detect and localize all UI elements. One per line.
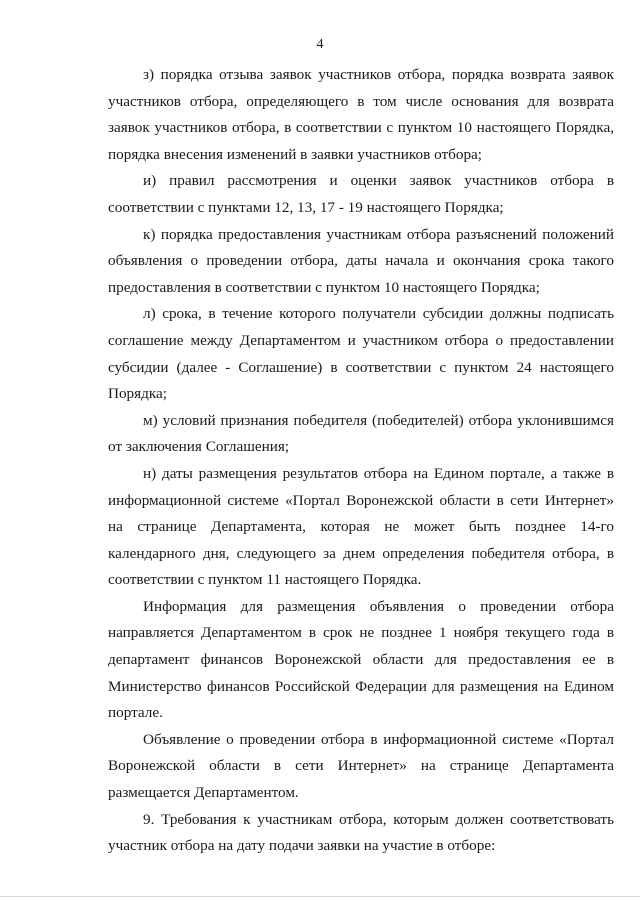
page-number: 4 xyxy=(316,37,324,52)
paragraph-z: з) порядка отзыва заявок участников отбора, порядка возврата заявок участников отбора, определяющего в том числе основания для возврата заявок участников отбора, в соответствии с пунктом 10 настоящего Порядка, порядка внесения изменений в заявки участников отбора; xyxy=(108,66,614,163)
paragraph-m: м) условий признания победителя (победителей) отбора уклонившимся от заключения Соглашения; xyxy=(108,411,614,456)
document-body xyxy=(108,62,614,860)
paragraph-announcement: Объявление о проведении отбора в информационной системе «Портал Воронежской области в сети Интернет» на странице Департамента размещается Департаментом. xyxy=(108,730,614,802)
paragraph-k: к) порядка предоставления участникам отбора разъяснений положений объявления о проведении отбора, даты начала и окончания срока такого предоставления в соответствии с пунктом 10 настоящего Порядка; xyxy=(108,225,614,296)
paragraph-requirements: 9. Требования к участникам отбора, которым должен соответствовать участник отбора на дату подачи заявки на участие в отборе: xyxy=(108,810,614,855)
paragraph-l: л) срока, в течение которого получатели субсидии должны подписать соглашение между Департаментом и участником отбора о предоставлении субсидии (далее - Соглашение) в соответствии с пунктом 24 настоящего Порядка; xyxy=(108,305,614,403)
paragraph-i: и) правил рассмотрения и оценки заявок участников отбора в соответствии с пунктами 12, 13, 17 - 19 настоящего Порядка; xyxy=(108,172,614,216)
paragraph-n: н) даты размещения результатов отбора на Едином портале, а также в информационной системе «Портал Воронежской области в сети Интернет» на странице Департамента, которая не может быть позднее 14-го календарного дня, следующего за днем определения победителя отбора, в соответствии с пунктом 11 настоящего Порядка. xyxy=(108,464,614,589)
paragraph-info: Информация для размещения объявления о проведении отбора направляется Департаментом в срок не позднее 1 ноября текущего года в департамент финансов Воронежской области для предоставления ее в Министерство финансов Российской Федерации для размещения на Едином портале. xyxy=(108,597,614,722)
page-bottom-edge xyxy=(0,896,640,897)
